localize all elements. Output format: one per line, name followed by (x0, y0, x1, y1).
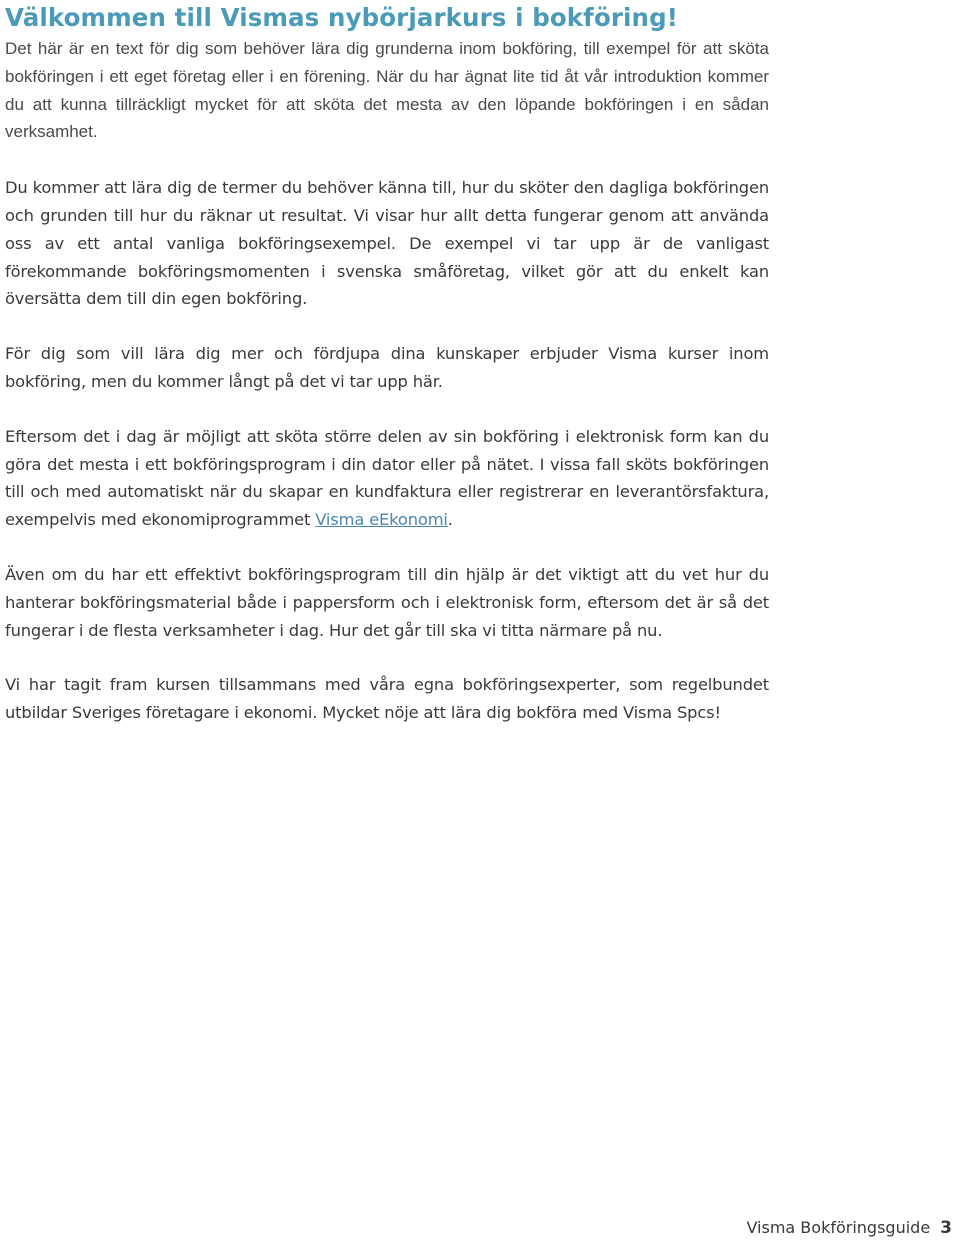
paragraph-electronic (5, 423, 769, 534)
paragraph-closing: Vi har tagit fram kursen tillsammans med våra egna bokföringsexperter, som regelbundet utbildar Sveriges företagare i ekonomi. Mycket nöje att lära dig bokföra med Visma Spcs! (5, 675, 769, 723)
page-number: 3 (940, 1218, 952, 1238)
page-title: Välkommen till Vismas nybörjarkurs i bokföring! (5, 3, 679, 32)
visma-eekonomi-link[interactable]: Visma eEkonomi (315, 510, 448, 530)
intro-paragraph: Det här är en text för dig som behöver lära dig grunderna inom bokföring, till exempel för att sköta bokföringen i ett eget företag eller i en förening. När du har ägnat lite tid åt vår introduktion kommer du att kunna tillräckligt mycket för att sköta det mesta av den löpande bokföringen i en sådan verksamhet. (5, 39, 769, 142)
paragraph-electronic-end: . (447, 510, 453, 530)
paragraph-electronic-text: Eftersom det i dag är möjligt att sköta större delen av sin bokföring i elektronisk form kan du göra det mesta i ett bokföringsprogram i din dator eller på nätet. I vissa fall sköts bokföringen till och med automatiskt när du skapar en kundfaktura eller registrerar en leverantörsfaktura, exempelvis med ekonomiprogrammet (5, 426, 769, 530)
footer-guide-name: Visma Bokföringsguide (746, 1218, 931, 1237)
document-page (5, 0, 769, 754)
page-footer (746, 1218, 952, 1238)
paragraph-material: Även om du har ett effektivt bokföringsprogram till din hjälp är det viktigt att du vet hur du hanterar bokföringsmaterial både i pappersform och i elektronisk form, eftersom det är så det fungerar i de flesta verksamheter i dag. Hur det går till ska vi titta närmare på nu. (5, 564, 769, 640)
paragraph-terms: Du kommer att lära dig de termer du behöver känna till, hur du sköter den dagliga bokföringen och grunden till hur du räknar ut resultat. Vi visar hur allt detta fungerar genom att använda oss av ett antal vanliga bokföringsexempel. De exempel vi tar upp är de vanligast förekommande bokföringsmomenten i svenska småföretag, vilket gör att du enkelt kan översätta dem till din egen bokföring. (5, 178, 769, 309)
paragraph-courses: För dig som vill lära dig mer och fördjupa dina kunskaper erbjuder Visma kurser inom bokföring, men du kommer långt på det vi tar upp här. (5, 344, 769, 391)
